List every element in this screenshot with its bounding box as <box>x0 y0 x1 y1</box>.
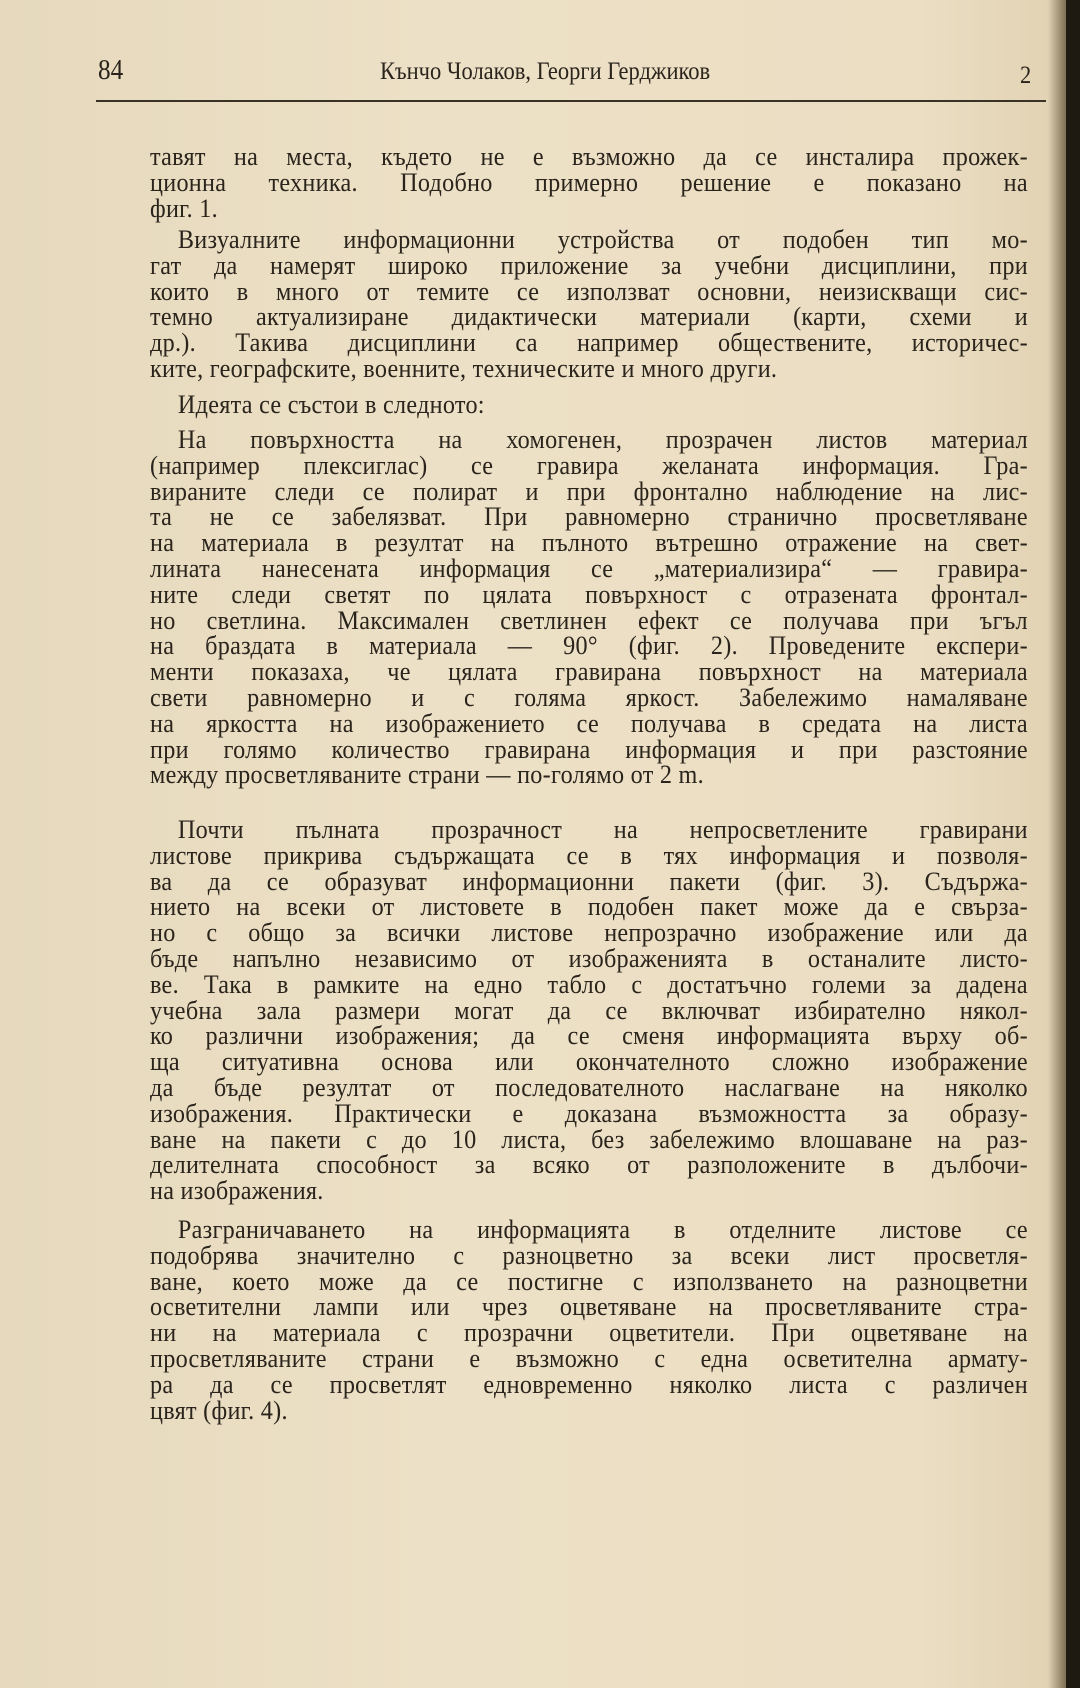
text-line: свети равномерно и с голяма яркост. Забележимо намаляване <box>150 682 1028 712</box>
text-line: Почти пълната прозрачност на непросветлените гравирани <box>177 815 1028 844</box>
text-line: които в много от темите се използват основни, неизискващи сис- <box>150 276 1028 306</box>
text-line: делителната способност за всяко от разположените в дълбочи- <box>150 1150 1028 1180</box>
text-line: изображения. Практически е доказана възможността за образу- <box>150 1098 1028 1128</box>
text-line: др.). Такива дисциплини са например обществените, историчес- <box>150 328 1028 358</box>
text-line: фиг. 1. <box>150 193 218 223</box>
text-line: подобрява значително с разноцветно за всеки лист просветля- <box>150 1240 1028 1270</box>
paragraph <box>150 392 1028 418</box>
text-line: на материала в резултат на пълното вътрешно отражение на свет- <box>150 528 1028 558</box>
running-header-authors: Кънчо Чолаков, Георги Герджиков <box>380 58 711 85</box>
text-line: просветляваните страни е възможно с една осветителна армату- <box>150 1343 1028 1373</box>
text-line: вираните следи се полират и при фронтално наблюдение на лис- <box>150 476 1028 506</box>
text-line: листове прикрива съдържащата се в тях информация и позволя- <box>150 840 1028 870</box>
paragraph <box>150 427 1028 788</box>
text-line: ве. Така в рамките на едно табло с достатъчно големи за дадена <box>150 969 1028 999</box>
text-line: ва да се образуват информационни пакети (фиг. 3). Съдържа- <box>150 866 1028 896</box>
text-line: Разграничаването на информацията в отделните листове се <box>177 1215 1028 1244</box>
text-line: осветителни лампи или чрез оцветяване на просветляваните стра- <box>150 1292 1028 1322</box>
paragraph <box>150 227 1028 382</box>
text-line: нието на всеки от листовете в подобен пакет може да е свърза- <box>150 892 1028 922</box>
text-line: гат да намерят широко приложение за учебни дисциплини, при <box>150 250 1028 280</box>
text-line: бъде напълно независимо от изображенията в останалите листо- <box>150 943 1028 973</box>
text-line: ща ситуативна основа или окончателното сложно изображение <box>150 1047 1028 1077</box>
text-line: да бъде резултат от последователното наслагване на няколко <box>150 1072 1028 1102</box>
text-line: На повърхността на хомогенен, прозрачен листов материал <box>177 425 1028 454</box>
book-spine-edge <box>1066 0 1080 1688</box>
paragraph <box>150 144 1028 221</box>
text-line: ване, което може да се постигне с използването на разноцветни <box>150 1266 1028 1296</box>
text-line: ра да се просветлят едновременно няколко листа с различен <box>150 1369 1028 1399</box>
text-line: но светлина. Максимален светлинен ефект се получава при ъгъл <box>150 605 1028 635</box>
text-line: учебна зала размери могат да се включват избирателно някол- <box>150 995 1028 1025</box>
text-line: ване на пакети с до 10 листа, без забележимо влошаване на раз- <box>150 1124 1028 1154</box>
text-line: на яркостта на изображението се получава в средата на листа <box>150 708 1028 738</box>
text-line: цвят (фиг. 4). <box>150 1395 288 1425</box>
text-line: ко различни изображения; да се сменя информацията върху об- <box>150 1021 1028 1051</box>
text-line: тавят на места, където не е възможно да се инсталира прожек- <box>150 142 1028 171</box>
page-number: 84 <box>98 55 124 86</box>
text-line: ките, географските, военните, техническите и много други. <box>150 353 778 383</box>
text-line: между просветляваните страни — по-голямо от 2 m. <box>150 760 704 790</box>
text-line: (например плексиглас) се гравира желаната информация. Гра- <box>150 450 1028 480</box>
text-line: Идеята се състои в следното: <box>177 390 485 419</box>
text-line: ни на материала с прозрачни оцветители. При оцветяване на <box>150 1318 1028 1348</box>
text-line: на браздата в материала — 90° (фиг. 2). Проведените експери- <box>150 631 1028 661</box>
text-line: менти показаха, че цялата гравирана повърхност на материала <box>150 657 1028 687</box>
text-line: ните следи светят по цялата повърхност с отразената фронтал- <box>150 579 1028 609</box>
text-line: ционна техника. Подобно примерно решение е показано на <box>150 167 1028 197</box>
header-rule <box>96 100 1046 102</box>
paragraph <box>150 1217 1028 1423</box>
text-line: та не се забелязват. При равномерно странично просветляване <box>150 502 1028 532</box>
text-line: темно актуализиране дидактически материали (карти, схеми и <box>150 302 1028 332</box>
text-line: Визуалните информационни устройства от подобен тип мо- <box>177 225 1028 254</box>
text-line: лината нанесената информация се „материализира“ — гравира- <box>150 553 1028 583</box>
section-number: 2 <box>1020 62 1032 89</box>
text-line: на изображения. <box>150 1176 324 1206</box>
text-line: но с общо за всички листове непрозрачно изображение или да <box>150 918 1028 948</box>
paragraph <box>150 817 1028 1204</box>
text-line: при голямо количество гравирана информация и при разстояние <box>150 734 1028 764</box>
